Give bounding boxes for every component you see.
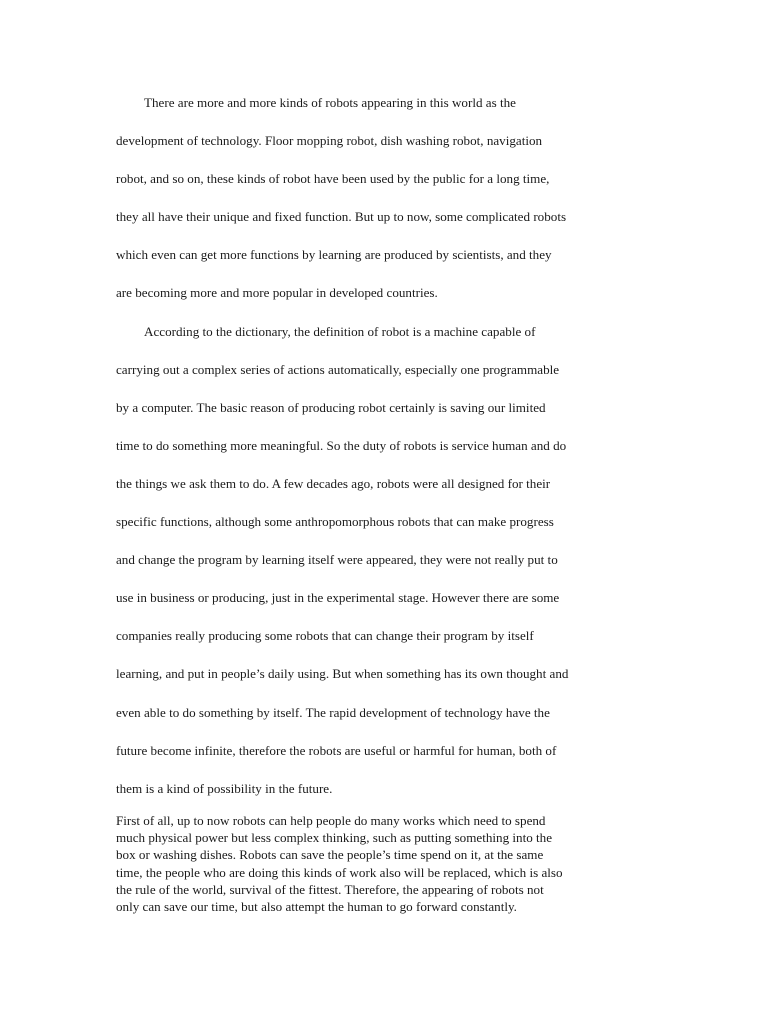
text-line: which even can get more functions by learning are produced by scientists, and they [116,247,552,263]
paragraph-3 [116,812,661,916]
text-line: they all have their unique and fixed function. But up to now, some complicated robots [116,209,567,225]
text-line: even able to do something by itself. The rapid development of technology have the [116,704,550,720]
essay-body [116,91,661,916]
text-line: box or washing dishes. Robots can save the people’s time spend on it, at the same [116,847,544,863]
text-line: robot, and so on, these kinds of robot have been used by the public for a long time, [116,171,550,187]
text-line: by a computer. The basic reason of producing robot certainly is saving our limited [116,399,546,415]
text-line: According to the dictionary, the definition of robot is a machine capable of [144,323,536,339]
text-line: much physical power but less complex thinking, such as putting something into the [116,830,553,846]
text-line: and change the program by learning itself were appeared, they were not really put to [116,552,558,568]
text-line: specific functions, although some anthropomorphous robots that can make progress [116,514,554,530]
paragraph-1 [116,91,661,320]
text-line: companies really producing some robots that can change their program by itself [116,628,534,644]
text-line: the things we ask them to do. A few decades ago, robots were all designed for their [116,475,551,491]
text-line: development of technology. Floor mopping robot, dish washing robot, navigation [116,133,543,149]
text-line: are becoming more and more popular in developed countries. [116,285,438,301]
text-line: First of all, up to now robots can help people do many works which need to spend [116,812,546,828]
text-line: carrying out a complex series of actions automatically, especially one programmable [116,361,560,377]
text-line: learning, and put in people’s daily using. But when something has its own thought and [116,666,569,682]
text-line: There are more and more kinds of robots appearing in this world as the [144,95,516,110]
text-line: time, the people who are doing this kinds of work also will be replaced, which is also [116,864,563,880]
text-line: them is a kind of possibility in the future. [116,780,333,796]
text-line: use in business or producing, just in the experimental stage. However there are some [116,590,560,606]
text-line: the rule of the world, survival of the fittest. Therefore, the appearing of robots not [116,881,544,897]
text-line: time to do something more meaningful. So the duty of robots is service human and do [116,437,567,453]
text-line: future become infinite, therefore the robots are useful or harmful for human, both of [116,742,557,758]
paragraph-2 [116,320,661,815]
text-line: only can save our time, but also attempt the human to go forward constantly. [116,899,517,915]
